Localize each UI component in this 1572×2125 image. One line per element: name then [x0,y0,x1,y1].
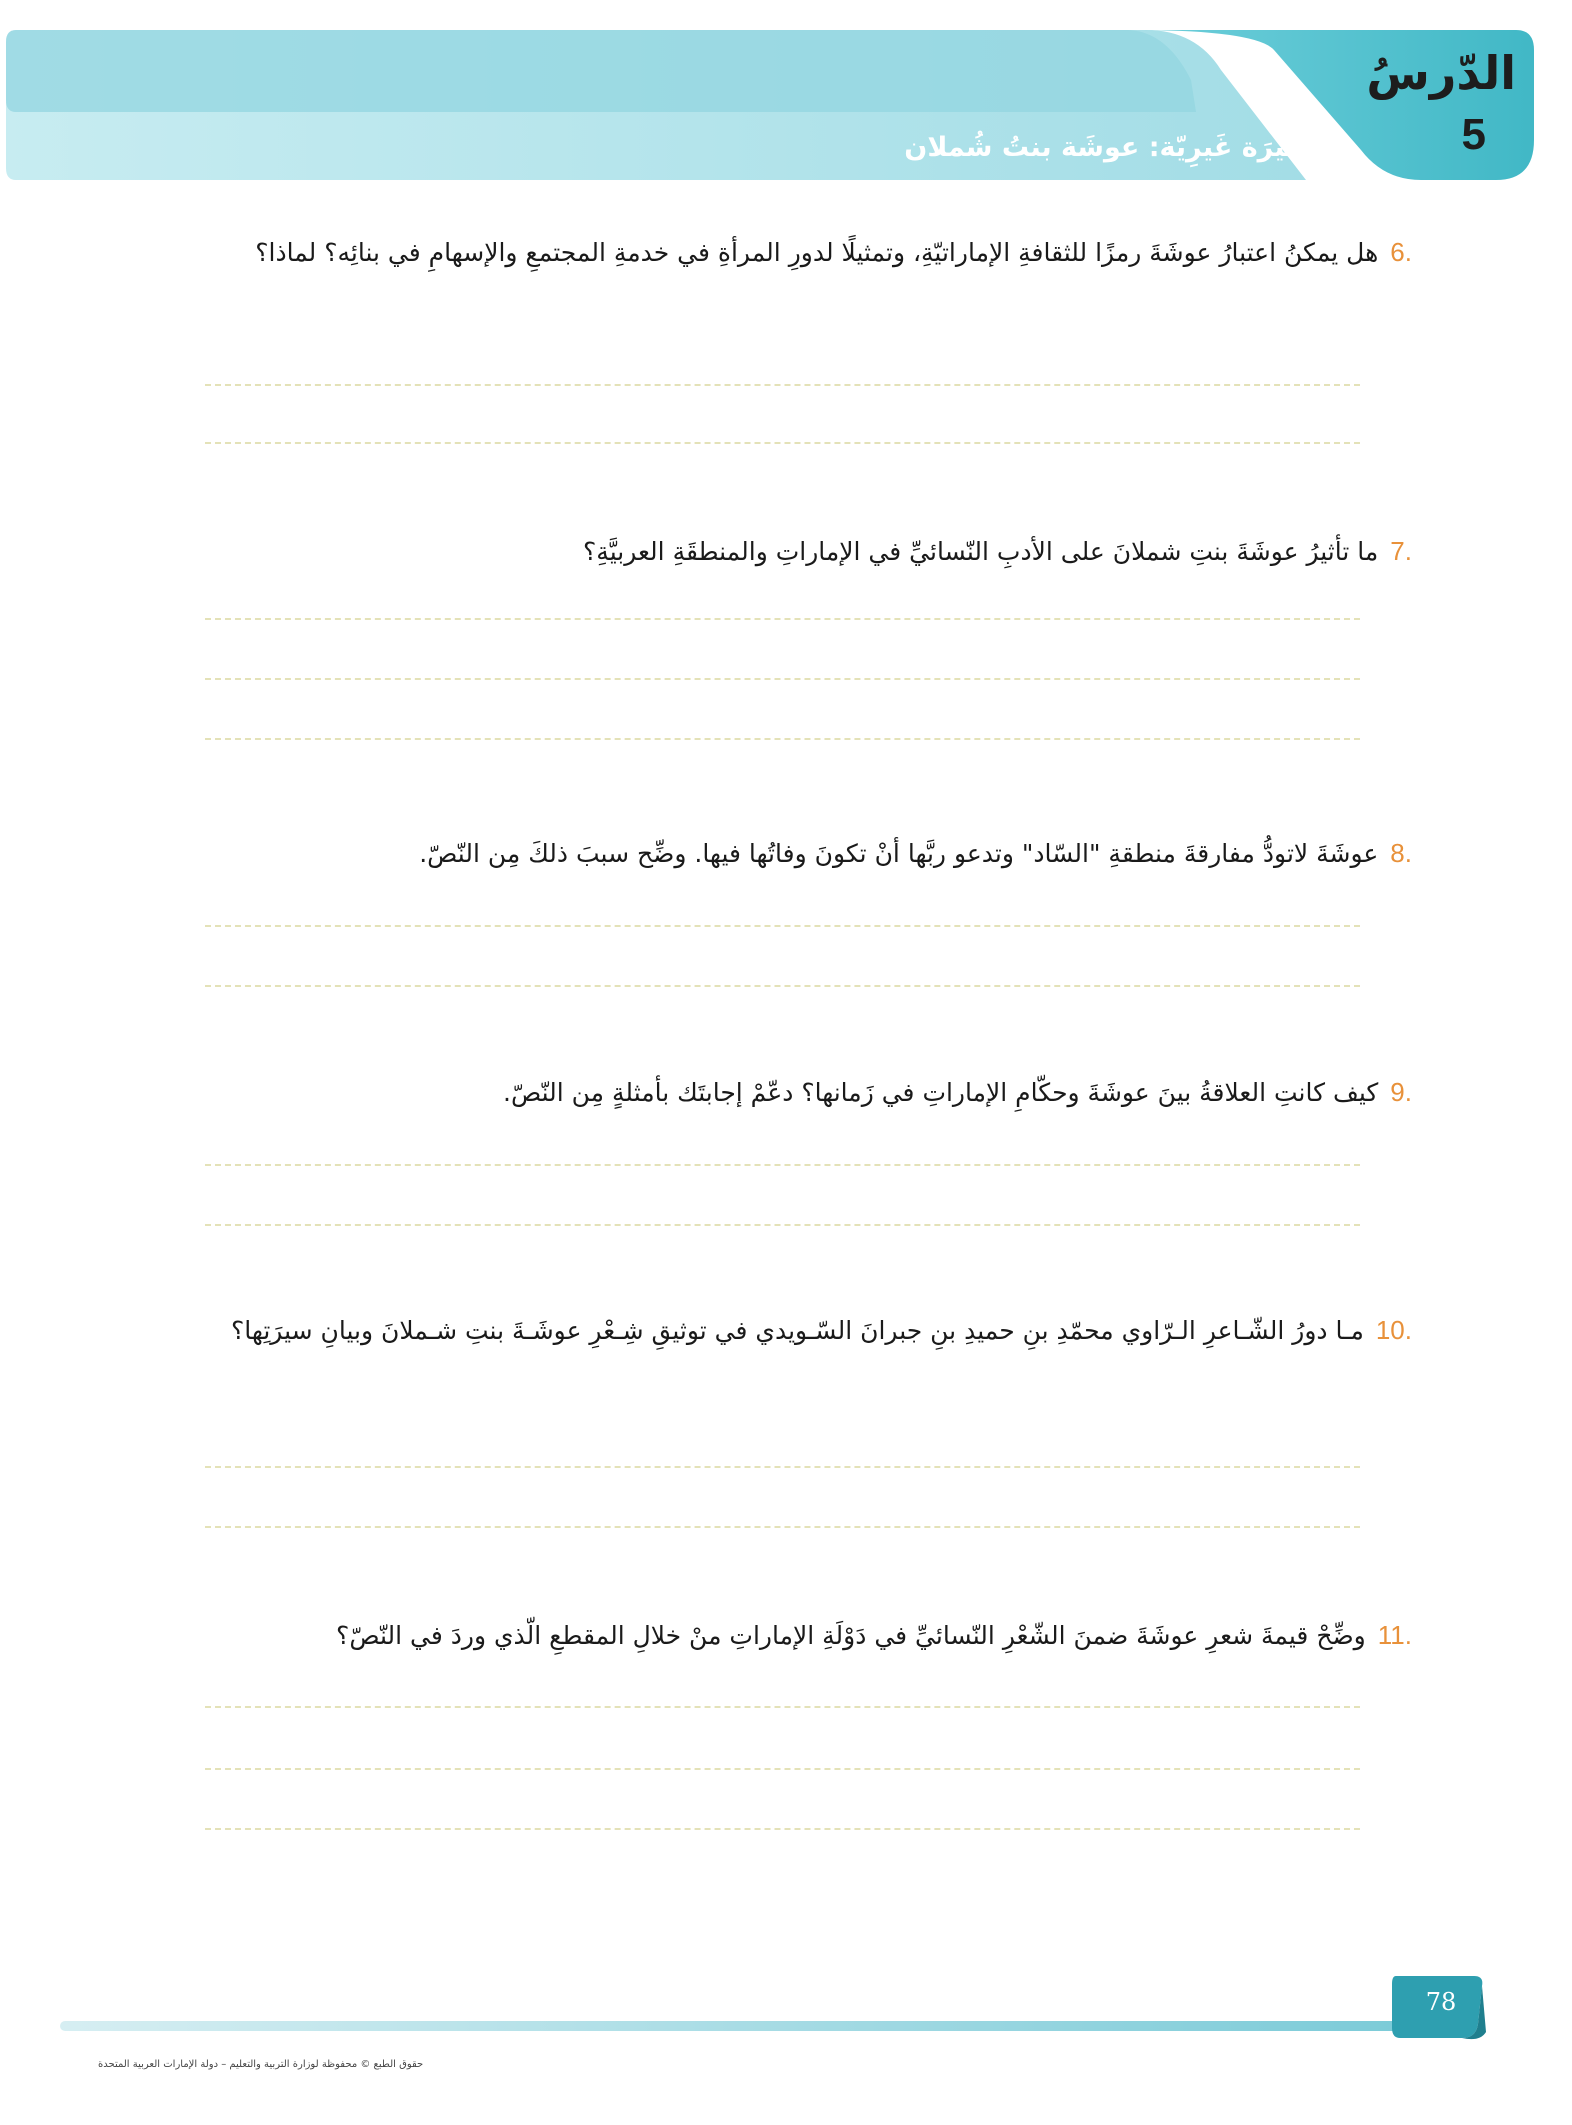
question-number: .7 [1390,536,1412,566]
answer-line[interactable] [205,985,1360,987]
answer-line[interactable] [205,738,1360,740]
lesson-number: 5 [1461,110,1486,159]
answer-line[interactable] [205,925,1360,927]
answer-line[interactable] [205,678,1360,680]
question-9 [162,1062,1412,1123]
question-text: عوشَةَ لاتودُّ مفارقةَ منطقةِ "السّاد" وتدعو ربَّها أنْ تكونَ وفاتُها فيها. وضِّح سببَ ذلكَ مِن النّصّ. [419,839,1379,868]
answer-line[interactable] [205,442,1360,444]
question-8 [162,823,1412,884]
answer-line[interactable] [205,1768,1360,1770]
question-11 [162,1605,1412,1666]
question-number: .11 [1377,1620,1412,1650]
answer-line[interactable] [205,1828,1360,1830]
question-number: .10 [1375,1315,1412,1345]
answer-line[interactable] [205,1164,1360,1166]
answer-line[interactable] [205,384,1360,386]
question-number: .6 [1390,237,1412,267]
lesson-title: سيرَة غَيرِيّة: عوشَة بنتُ شُملان [904,132,1312,163]
answer-line[interactable] [205,1706,1360,1708]
question-text: مـا دورُ الشّـاعرِ الـرّاوي محمّدِ بنِ حميدِ بنِ جبرانَ السّـويدي في توثيقِ شِـعْرِ عوشَـةَ بنتِ شـملانَ وبيانِ سيرَتِها؟ [230,1316,1364,1345]
copyright-notice: حقوق الطبع © محفوظة لوزارة التربية والتعليم – دولة الإمارات العربية المتحدة [98,2059,424,2070]
page-number: 78 [1425,1988,1457,2016]
question-6 [162,222,1412,283]
question-text: وضِّحْ قيمةَ شعرِ عوشَةَ ضمنَ الشّعْرِ النّسائيِّ في دَوْلَةِ الإماراتِ منْ خلالِ المقطعِ الّذي وردَ في النّصّ؟ [336,1621,1366,1650]
answer-line[interactable] [205,618,1360,620]
question-text: ما تأثيرُ عوشَةَ بنتِ شملانَ على الأدبِ النّسائيِّ في الإماراتِ والمنطقَةِ العربيَّةِ؟ [583,537,1379,566]
footer-bar [60,2021,1400,2031]
question-7 [162,521,1412,582]
question-number: .9 [1390,1077,1412,1107]
lesson-label: الدّرسُ [1366,46,1516,100]
question-number: .8 [1390,838,1412,868]
question-10 [162,1300,1412,1361]
answer-line[interactable] [205,1466,1360,1468]
answer-line[interactable] [205,1224,1360,1226]
answer-line[interactable] [205,1526,1360,1528]
question-text: كيف كانتِ العلاقةُ بينَ عوشَةَ وحكّامِ الإماراتِ في زَمانها؟ دعّمْ إجابتَك بأمثلةٍ مِن النّصّ. [503,1078,1379,1107]
question-text: هل يمكنُ اعتبارُ عوشَةَ رمزًا للثقافةِ الإماراتيّةِ، وتمثيلًا لدورِ المرأةِ في خدمةِ المجتمعِ والإسهامِ في بنائِه؟ لماذا؟ [255,238,1379,267]
